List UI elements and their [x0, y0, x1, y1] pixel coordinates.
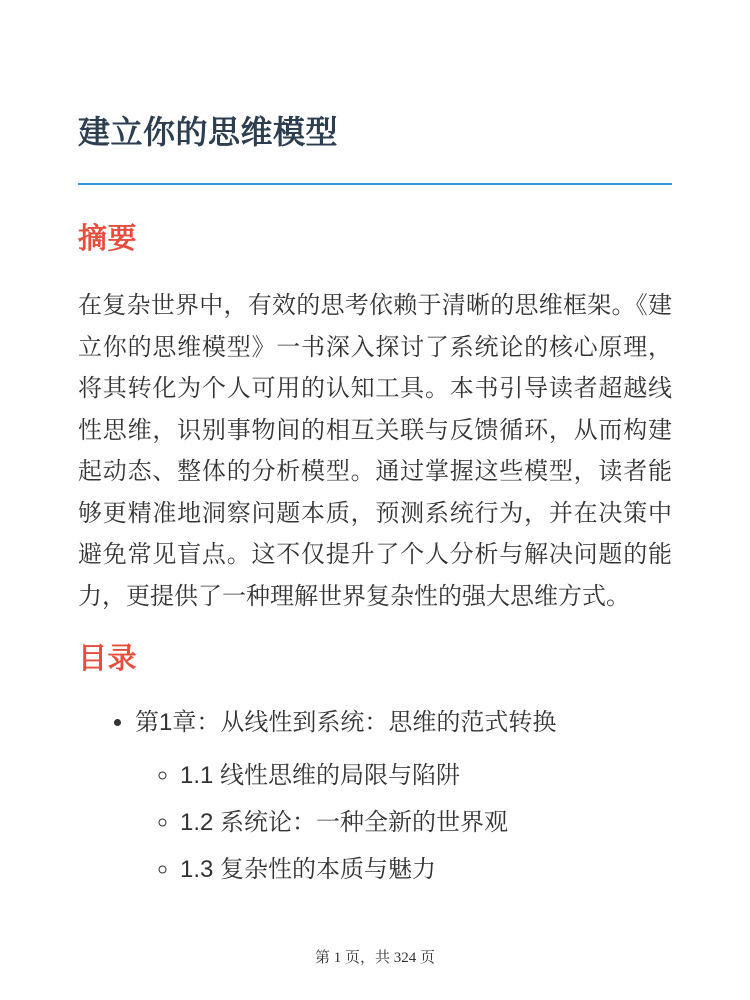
toc-heading: 目录 — [78, 643, 138, 676]
title-divider — [78, 183, 672, 185]
toc-item-chapter-1 — [135, 708, 672, 884]
abstract-text: 在复杂世界中，有效的思考依赖于清晰的思维框架。《建立你的思维模型》一书深入探讨了系统论的核心原理，将其转化为个人可用的认知工具。本书引导读者超越线性思维，识别事物间的相互关联与反馈循环，从而构建起动态、整体的分析模型。通过掌握这些模型，读者能够更精准地洞察问题本质，预测系统行为，并在决策中避免常见盲点。这不仅提升了个人分析与解决问题的能力，更提供了一种理解世界复杂性的强大思维方式。 — [78, 292, 672, 610]
toc-item-1-3-label: 1.3 复杂性的本质与魅力 — [180, 855, 437, 883]
toc-item-1-1 — [180, 761, 672, 790]
toc-list — [78, 708, 672, 884]
toc-item-1-3 — [180, 855, 672, 884]
page-number-indicator: 第 1 页，共 324 页 — [314, 950, 435, 966]
toc-item-1-1-label: 1.1 线性思维的局限与陷阱 — [180, 761, 461, 789]
toc-sublist-chapter-1 — [135, 761, 672, 884]
abstract-heading: 摘要 — [78, 223, 138, 255]
toc-item-1-2 — [180, 808, 672, 837]
toc-item-chapter-1-label: 第1章：从线性到系统：思维的范式转换 — [135, 708, 557, 736]
toc-item-1-2-label: 1.2 系统论：一种全新的世界观 — [180, 808, 509, 836]
page-title: 建立你的思维模型 — [78, 114, 339, 150]
